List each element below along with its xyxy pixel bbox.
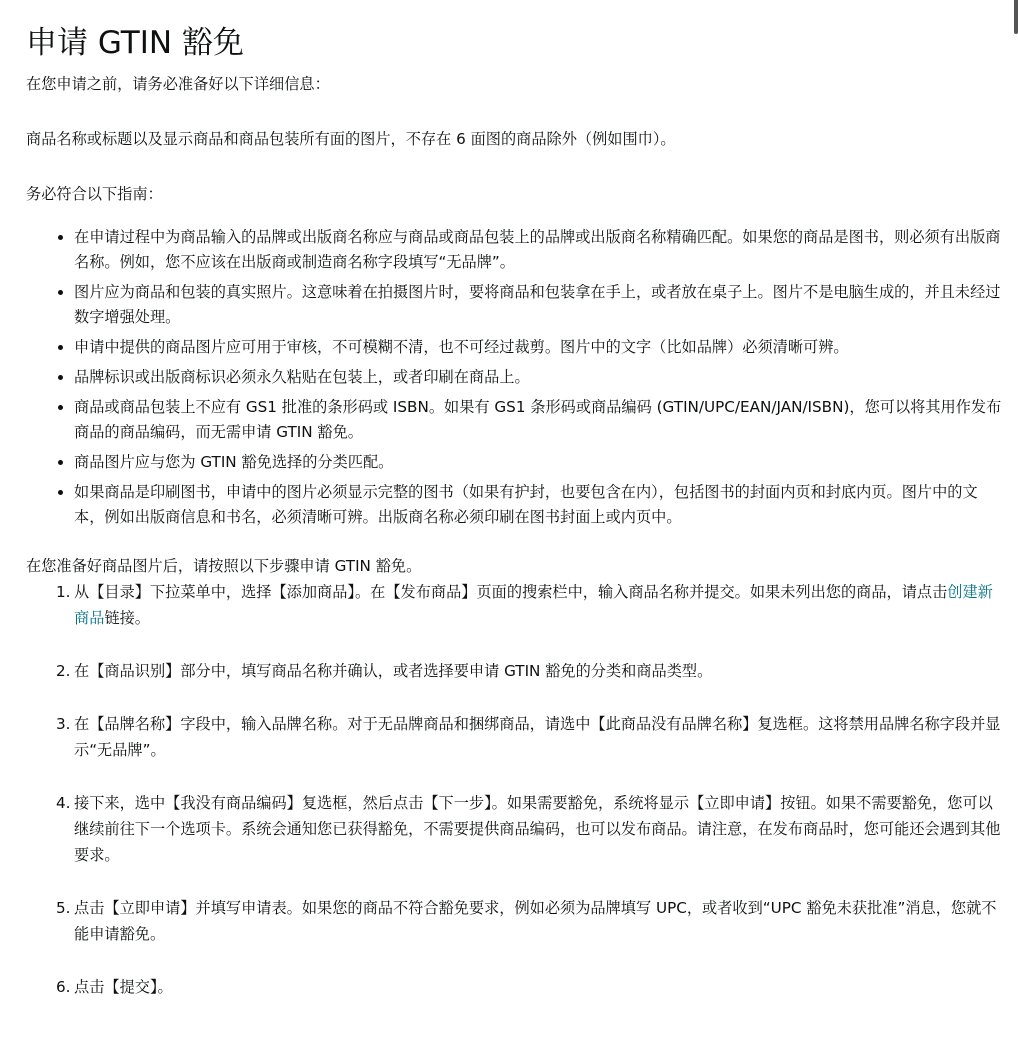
step-item <box>56 895 1006 947</box>
page-title: 申请 GTIN 豁免 <box>26 25 244 61</box>
step-text: 点击【提交】。 <box>74 978 173 996</box>
create-new-product-link[interactable]: 创建新商品 <box>74 583 993 627</box>
step-item <box>56 711 1006 763</box>
scrollbar-thumb[interactable] <box>1014 0 1018 34</box>
guideline-item: • 如果商品是印刷图书，申请中的图片必须显示完整的图书（如果有护封，也要包含在内），包括图书的封面内页和封底内页。图片中的文本，例如出版商信息和书名，必须清晰可辨。出版商名称必须印刷在图书封面上或内页中。 <box>74 480 1006 530</box>
step-number: 2. <box>56 662 71 680</box>
step-text: 从【目录】下拉菜单中，选择【添加商品】。在【发布商品】页面的搜索栏中，输入商品名称并提交。如果未列出您的商品，请点击 <box>74 583 948 601</box>
step-text: 在【品牌名称】字段中，输入品牌名称。对于无品牌商品和捆绑商品，请选中【此商品没有品牌名称】复选框。这将禁用品牌名称字段并显示“无品牌”。 <box>74 715 1001 759</box>
guideline-item: • 品牌标识或出版商标识必须永久粘贴在包装上，或者印刷在商品上。 <box>74 365 1006 390</box>
step-text: 在【商品识别】部分中，填写商品名称并确认，或者选择要申请 GTIN 豁免的分类和商品类型。 <box>74 662 713 680</box>
guidelines-label: 务必符合以下指南： <box>26 185 163 203</box>
requirement-text: 商品名称或标题以及显示商品和商品包装所有面的图片，不存在 6 面图的商品除外（例如围巾）。 <box>26 130 676 148</box>
step-item <box>56 974 1006 1000</box>
help-article <box>26 0 1006 1027</box>
step-number: 5. <box>56 899 71 917</box>
guideline-item: • 商品图片应与您为 GTIN 豁免选择的分类匹配。 <box>74 450 1006 475</box>
step-number: 6. <box>56 978 71 996</box>
guideline-item: • 申请中提供的商品图片应可用于审核，不可模糊不清，也不可经过裁剪。图片中的文字（比如品牌）必须清晰可辨。 <box>74 335 1006 360</box>
guideline-item: • 在申请过程中为商品输入的品牌或出版商名称应与商品或商品包装上的品牌或出版商名称精确匹配。如果您的商品是图书，则必须有出版商名称。例如，您不应该在出版商或制造商名称字段填写“无品牌”。 <box>74 225 1006 275</box>
guideline-item: • 商品或商品包装上不应有 GS1 批准的条形码或 ISBN。如果有 GS1 条形码或商品编码 (GTIN/UPC/EAN/JAN/ISBN)，您可以将其用作发布商品的商品编码，而无需申请 GTIN 豁免。 <box>74 395 1006 445</box>
steps-list <box>26 579 1006 1000</box>
step-number: 3. <box>56 715 71 733</box>
steps-intro-text: 在您准备好商品图片后，请按照以下步骤申请 GTIN 豁免。 <box>26 557 422 575</box>
step-text: 接下来，选中【我没有商品编码】复选框，然后点击【下一步】。如果需要豁免，系统将显示【立即申请】按钮。如果不需要豁免，您可以继续前往下一个选项卡。系统会通知您已获得豁免，不需要提供商品编码，也可以发布商品。请注意，在发布商品时，您可能还会遇到其他要求。 <box>74 794 1001 864</box>
step-text: 链接。 <box>104 609 150 627</box>
step-item <box>56 579 1006 631</box>
step-number: 1. <box>56 583 71 601</box>
step-number: 4. <box>56 794 71 812</box>
intro-text: 在您申请之前，请务必准备好以下详细信息： <box>26 75 330 93</box>
step-item <box>56 658 1006 684</box>
guideline-item: • 图片应为商品和包装的真实照片。这意味着在拍摄图片时，要将商品和包装拿在手上，或者放在桌子上。图片不是电脑生成的，并且未经过数字增强处理。 <box>74 280 1006 330</box>
step-item <box>56 790 1006 868</box>
guidelines-list <box>26 225 1006 530</box>
step-text: 点击【立即申请】并填写申请表。如果您的商品不符合豁免要求，例如必须为品牌填写 UPC，或者收到“UPC 豁免未获批准”消息，您就不能申请豁免。 <box>74 899 997 943</box>
